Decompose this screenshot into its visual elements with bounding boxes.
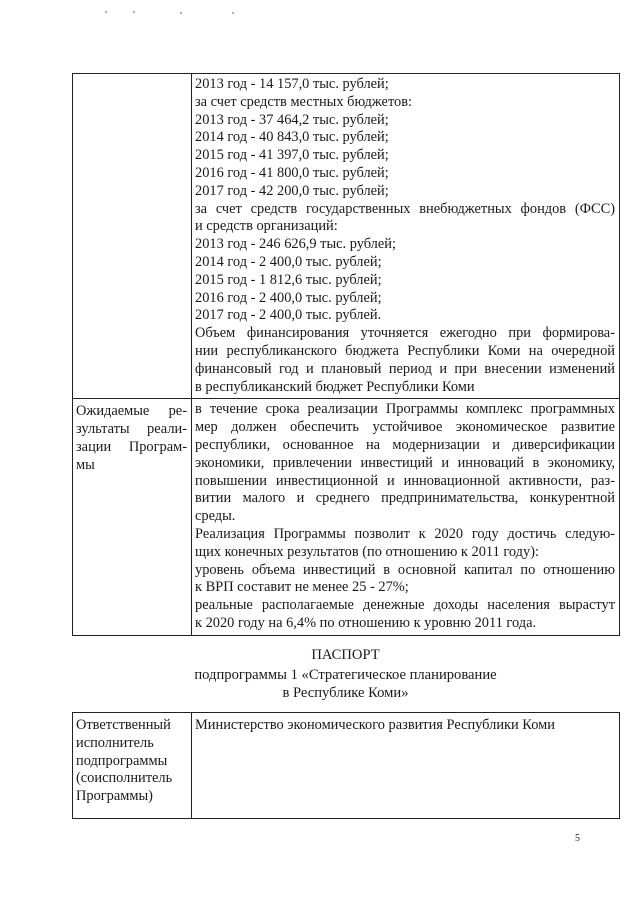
passport-title: ПАСПОРТ (311, 647, 380, 663)
responsible-label-cell (73, 713, 192, 819)
expected-results-line: Реализация Программы позволит к 2020 году достичь следую- (195, 525, 615, 542)
funding-line: 2014 год - 2 400,0 тыс. рублей; (195, 253, 382, 270)
expected-results-line: экономики, привлечении инвестиций и инноваций в экономику, (195, 454, 615, 471)
funding-line: 2013 год - 37 464,2 тыс. рублей; (195, 111, 389, 128)
scan-speck (105, 11, 107, 13)
responsible-label-line: Ответственный (76, 717, 171, 733)
responsible-label-line: подпрограммы (76, 752, 168, 769)
responsible-value: Министерство экономического развития Республики Коми (195, 717, 555, 733)
passport-subtitle-line: подпрограммы 1 «Стратегическое планирование (194, 667, 497, 683)
funding-value-cell (192, 74, 620, 399)
expected-results-label-line: зультаты реали- (76, 421, 187, 438)
funding-line: 2013 год - 246 626,9 тыс. рублей; (195, 236, 396, 253)
subprogram-passport-table (72, 712, 620, 819)
table-row (73, 74, 620, 399)
expected-results-line: к 2020 году на 6,4% по отношению к уровню 2011 года. (195, 614, 537, 631)
responsible-value-cell (192, 713, 620, 819)
expected-results-line: витии малого и среднего предпринимательства, конкурентной (195, 490, 615, 507)
funding-line: 2017 год - 42 200,0 тыс. рублей; (195, 182, 389, 199)
expected-results-line: повышении инвестиционной и инновационной активности, раз- (195, 472, 615, 489)
expected-results-line: щих конечных результатов (по отношению к 2011 году): (195, 543, 539, 560)
expected-results-label-line: зации Програм- (76, 438, 187, 455)
scan-speck (232, 12, 234, 14)
responsible-label-line: (соисполнитель (76, 770, 173, 787)
scan-speck (180, 12, 182, 14)
scan-speck (133, 11, 135, 13)
funding-line: за счет средств местных бюджетов: (195, 93, 413, 110)
funding-label-cell (73, 74, 192, 399)
funding-line: 2015 год - 1 812,6 тыс. рублей; (195, 271, 382, 288)
expected-results-value-cell (192, 399, 620, 635)
page-number: 5 (575, 833, 580, 844)
funding-line: 2016 год - 41 800,0 тыс. рублей; (195, 164, 389, 181)
responsible-label-line: Программы) (76, 788, 153, 805)
funding-line: 2013 год - 14 157,0 тыс. рублей; (195, 76, 389, 92)
expected-results-line: уровень объема инвестиций в основной капитал по отношению (195, 561, 615, 578)
program-passport-table (72, 73, 620, 636)
table-row (73, 713, 620, 819)
table-row (73, 399, 620, 635)
funding-line: нии республиканского бюджета Республики Коми на очередной (195, 342, 615, 359)
expected-results-line: республики, основанное на модернизации и диверсификации (195, 436, 615, 453)
expected-results-label-line: мы (76, 456, 95, 473)
funding-line: 2017 год - 2 400,0 тыс. рублей. (195, 307, 382, 324)
expected-results-line: к ВРП составит не менее 25 - 27%; (195, 579, 409, 596)
expected-results-line: в течение срока реализации Программы комплекс программных (195, 401, 615, 418)
funding-line: в республиканский бюджет Республики Коми (195, 378, 475, 395)
funding-line: 2014 год - 40 843,0 тыс. рублей; (195, 129, 389, 146)
expected-results-label-line: Ожидаемые ре- (76, 403, 187, 420)
funding-line: 2016 год - 2 400,0 тыс. рублей; (195, 289, 382, 306)
funding-line: Объем финансирования уточняется ежегодно при формирова- (195, 325, 615, 342)
expected-results-line: реальные располагаемые денежные доходы населения вырастут (195, 597, 615, 614)
funding-line: за счет средств государственных внебюджетных фондов (ФСС) (195, 200, 615, 217)
expected-results-label-cell (73, 399, 192, 635)
funding-line: финансовый год и плановый период и при внесении изменений (195, 360, 615, 377)
expected-results-line: мер должен обеспечить устойчивое экономическое развитие (195, 419, 615, 436)
funding-line: и средств организаций: (195, 218, 338, 235)
responsible-label-line: исполнитель (76, 734, 154, 751)
funding-line: 2015 год - 41 397,0 тыс. рублей; (195, 147, 389, 164)
passport-subtitle-line: в Республике Коми» (282, 685, 409, 701)
expected-results-line: среды. (195, 508, 236, 525)
